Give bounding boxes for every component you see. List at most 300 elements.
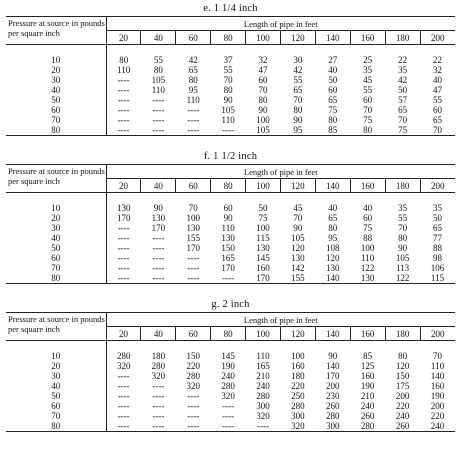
pressure-header: Pressure at source in pounds per square inch — [6, 313, 106, 341]
flow-value: 145 — [221, 351, 235, 361]
length-column-header: 160 — [350, 327, 385, 341]
flow-value: 32 — [258, 55, 268, 65]
flow-value: 100 — [360, 243, 375, 253]
flow-value: ---- — [117, 381, 130, 391]
length-column-header: 160 — [350, 179, 385, 193]
table-row — [6, 203, 455, 213]
flow-value: 220 — [186, 361, 200, 371]
length-column-header: 180 — [385, 327, 420, 341]
flow-value: 70 — [433, 125, 442, 135]
table-row — [6, 105, 455, 115]
flow-value: 180 — [291, 371, 305, 381]
flow-value: 280 — [256, 391, 270, 401]
length-column-header: 80 — [211, 179, 246, 193]
flow-value: ---- — [117, 273, 130, 283]
flow-value: 70 — [433, 351, 442, 361]
flow-value: 95 — [328, 233, 338, 243]
flow-value: 240 — [221, 371, 235, 381]
flow-value: ---- — [222, 125, 235, 135]
flow-value: 200 — [395, 391, 410, 401]
flow-value: 250 — [291, 391, 305, 401]
flow-value: 115 — [430, 273, 445, 283]
pressure-value: 10 — [6, 55, 106, 65]
flow-value: ---- — [152, 105, 165, 115]
flow-value: ---- — [187, 115, 200, 125]
flow-value: 65 — [398, 105, 408, 115]
flow-value: 200 — [430, 401, 445, 411]
flow-value: 280 — [221, 381, 235, 391]
flow-value: 200 — [326, 381, 340, 391]
flow-value: 90 — [293, 223, 303, 233]
flow-value: 40 — [328, 203, 338, 213]
flow-value: 320 — [186, 381, 200, 391]
flow-value: ---- — [152, 411, 165, 421]
pressure-value: 50 — [6, 243, 106, 253]
flow-value: 70 — [258, 85, 268, 95]
length-column-header: 80 — [211, 31, 246, 45]
flow-value: 55 — [293, 75, 303, 85]
flow-value: 37 — [223, 55, 233, 65]
length-column-header: 40 — [141, 31, 176, 45]
flow-value: 55 — [398, 213, 408, 223]
flow-value: 110 — [221, 223, 235, 233]
flow-value: 230 — [326, 391, 340, 401]
flow-value: ---- — [152, 115, 165, 125]
flow-value: 75 — [258, 213, 268, 223]
flow-value: 60 — [223, 203, 233, 213]
table-row — [6, 263, 455, 273]
flow-value: 55 — [433, 95, 442, 105]
flow-value: ---- — [222, 273, 235, 283]
length-column-header: 60 — [176, 31, 211, 45]
flow-value: 220 — [430, 411, 445, 421]
flow-value: 220 — [395, 401, 410, 411]
length-column-header: 140 — [315, 31, 350, 45]
flow-value: 145 — [256, 253, 270, 263]
flow-value: 130 — [256, 243, 270, 253]
flow-value: 160 — [360, 371, 375, 381]
length-column-header: 100 — [246, 31, 281, 45]
flow-value: ---- — [187, 125, 200, 135]
flow-value: 80 — [258, 95, 268, 105]
table-row — [6, 55, 455, 65]
table-row — [6, 233, 455, 243]
length-column-header: 40 — [141, 327, 176, 341]
table-row — [6, 351, 455, 361]
flow-value: 70 — [293, 213, 303, 223]
pressure-value: 30 — [6, 75, 106, 85]
flow-value: 300 — [291, 411, 305, 421]
flow-value: 70 — [398, 223, 408, 233]
flow-value: 320 — [221, 391, 235, 401]
flow-value: ---- — [117, 371, 130, 381]
flow-value: 130 — [360, 273, 375, 283]
table-row — [6, 411, 455, 421]
flow-value: 57 — [398, 95, 408, 105]
flow-value: ---- — [187, 401, 200, 411]
flow-value: 90 — [223, 213, 233, 223]
flow-value: ---- — [117, 233, 130, 243]
flow-value: 280 — [116, 351, 131, 361]
flow-value: 85 — [328, 125, 338, 135]
flow-value: 320 — [151, 371, 166, 381]
flow-value: 47 — [433, 85, 442, 95]
flow-value: 95 — [293, 125, 303, 135]
flow-value: ---- — [117, 75, 130, 85]
flow-value: 50 — [398, 85, 408, 95]
flow-value: 40 — [363, 203, 373, 213]
flow-value: 120 — [395, 361, 410, 371]
pressure-value: 80 — [6, 125, 106, 136]
flow-value: 160 — [291, 361, 305, 371]
flow-value: 50 — [328, 75, 338, 85]
flow-value: 280 — [151, 361, 166, 371]
flow-value: 106 — [430, 263, 445, 273]
flow-value: 210 — [256, 371, 270, 381]
flow-value: 60 — [258, 75, 268, 85]
flow-value: 98 — [433, 253, 442, 263]
flow-value: ---- — [117, 105, 130, 115]
flow-value: 55 — [223, 65, 233, 75]
flow-value: 300 — [326, 421, 340, 431]
flow-value: ---- — [117, 243, 130, 253]
flow-value: 65 — [328, 95, 338, 105]
flow-value: 170 — [326, 371, 340, 381]
flow-value: 90 — [258, 105, 268, 115]
flow-value: 35 — [433, 203, 442, 213]
flow-value: 55 — [153, 55, 163, 65]
flow-value: ---- — [117, 115, 130, 125]
flow-value: 65 — [188, 65, 198, 75]
table-row — [6, 125, 455, 136]
flow-value: 100 — [291, 351, 305, 361]
flow-value: ---- — [187, 273, 200, 283]
pressure-value: 40 — [6, 381, 106, 391]
flow-value: 80 — [398, 233, 408, 243]
flow-value: ---- — [187, 391, 200, 401]
pressure-header: Pressure at source in pounds per square inch — [6, 165, 106, 193]
pressure-value: 50 — [6, 391, 106, 401]
pressure-value: 10 — [6, 351, 106, 361]
flow-value: ---- — [117, 125, 130, 135]
table-row — [6, 381, 455, 391]
flow-value: 240 — [256, 381, 270, 391]
flow-value: 90 — [223, 95, 233, 105]
pressure-value: 60 — [6, 105, 106, 115]
length-column-header: 200 — [420, 31, 455, 45]
flow-value: 45 — [293, 203, 303, 213]
flow-value: ---- — [117, 85, 130, 95]
pressure-value: 60 — [6, 253, 106, 263]
flow-value: ---- — [152, 233, 165, 243]
flow-value: ---- — [152, 263, 165, 273]
flow-value: 110 — [221, 115, 235, 125]
length-header: Length of pipe in feet — [106, 17, 455, 31]
pressure-value: 80 — [6, 421, 106, 432]
flow-value: 190 — [360, 381, 375, 391]
flow-value: 42 — [398, 75, 408, 85]
flow-value: 260 — [326, 401, 340, 411]
table-row — [6, 273, 455, 284]
flow-value: 320 — [291, 421, 305, 431]
flow-value: ---- — [152, 243, 165, 253]
pressure-value: 70 — [6, 263, 106, 273]
flow-value: ---- — [187, 411, 200, 421]
flow-value: 170 — [151, 223, 166, 233]
length-column-header: 200 — [420, 327, 455, 341]
flow-value: 40 — [328, 65, 338, 75]
flow-value: 22 — [398, 55, 408, 65]
flow-value: 88 — [363, 233, 373, 243]
table-row — [6, 361, 455, 371]
flow-value: ---- — [152, 253, 165, 263]
flow-value: 130 — [116, 203, 131, 213]
length-column-header: 140 — [315, 327, 350, 341]
flow-value: 50 — [433, 213, 442, 223]
flow-value: 160 — [430, 381, 445, 391]
flow-value: 80 — [398, 351, 408, 361]
flow-value: 47 — [258, 65, 268, 75]
flow-value: 108 — [326, 243, 340, 253]
flow-value: 280 — [360, 421, 375, 431]
flow-value: 125 — [360, 361, 375, 371]
pressure-value: 80 — [6, 273, 106, 284]
pressure-value: 10 — [6, 203, 106, 213]
flow-value: 122 — [360, 263, 375, 273]
table-row — [6, 391, 455, 401]
flow-value: 170 — [186, 243, 200, 253]
flow-value: 142 — [291, 263, 305, 273]
table-row — [6, 85, 455, 95]
flow-value: ---- — [187, 253, 200, 263]
length-column-header: 140 — [315, 179, 350, 193]
flow-value: ---- — [187, 421, 200, 431]
table-row — [6, 401, 455, 411]
pressure-value: 70 — [6, 115, 106, 125]
flow-value: 80 — [328, 223, 338, 233]
flow-value: 70 — [188, 203, 198, 213]
length-column-header: 60 — [176, 179, 211, 193]
length-column-header: 120 — [280, 31, 315, 45]
flow-value: 210 — [360, 391, 375, 401]
flow-value: 30 — [293, 55, 303, 65]
flow-value: ---- — [222, 401, 235, 411]
flow-value: 220 — [291, 381, 305, 391]
flow-value: 155 — [291, 273, 305, 283]
flow-value: ---- — [152, 391, 165, 401]
flow-value: 65 — [433, 223, 442, 233]
flow-value: 190 — [221, 361, 235, 371]
flow-value: 113 — [395, 263, 410, 273]
flow-value: 70 — [223, 75, 233, 85]
flow-value: 80 — [328, 115, 338, 125]
length-column-header: 20 — [106, 327, 141, 341]
flow-value: 60 — [433, 105, 442, 115]
flow-value: 60 — [363, 95, 373, 105]
pressure-value: 60 — [6, 401, 106, 411]
pressure-value: 20 — [6, 361, 106, 371]
flow-value: ---- — [117, 411, 130, 421]
length-column-header: 20 — [106, 179, 141, 193]
section-title: f. 1 1/2 inch — [203, 151, 258, 162]
flow-value: 90 — [328, 351, 338, 361]
flow-value: 280 — [186, 371, 200, 381]
flow-value: 150 — [221, 243, 235, 253]
flow-value: 65 — [433, 115, 442, 125]
pressure-value: 20 — [6, 213, 106, 223]
flow-value: 110 — [151, 85, 165, 95]
flow-table — [6, 16, 455, 136]
length-column-header: 180 — [385, 179, 420, 193]
flow-value: 170 — [256, 273, 270, 283]
length-column-header: 100 — [246, 179, 281, 193]
length-header: Length of pipe in feet — [106, 313, 455, 327]
section-title: e. 1 1/4 inch — [203, 3, 258, 14]
flow-value: 300 — [256, 401, 270, 411]
flow-value: 70 — [363, 105, 373, 115]
pressure-value: 30 — [6, 223, 106, 233]
flow-value: ---- — [152, 421, 165, 431]
length-column-header: 80 — [211, 327, 246, 341]
flow-value: 120 — [326, 253, 340, 263]
flow-value: 105 — [395, 253, 410, 263]
pressure-value: 40 — [6, 233, 106, 243]
flow-value: 50 — [258, 203, 268, 213]
flow-value: 140 — [326, 273, 340, 283]
length-column-header: 180 — [385, 31, 420, 45]
flow-value: 65 — [328, 213, 338, 223]
flow-value: 42 — [293, 65, 303, 75]
flow-value: 27 — [328, 55, 338, 65]
flow-value: 130 — [186, 223, 200, 233]
flow-value: ---- — [152, 95, 165, 105]
flow-value: 240 — [395, 411, 410, 421]
flow-value: 165 — [221, 253, 235, 263]
flow-value: ---- — [117, 263, 130, 273]
table-row — [6, 223, 455, 233]
flow-value: 105 — [151, 75, 166, 85]
flow-value: ---- — [187, 263, 200, 273]
table-row — [6, 213, 455, 223]
table-row — [6, 115, 455, 125]
flow-value: 260 — [395, 421, 410, 431]
flow-value: 95 — [188, 85, 198, 95]
flow-table — [6, 164, 455, 284]
flow-value: ---- — [257, 421, 269, 431]
flow-value: 130 — [291, 253, 305, 263]
flow-value: ---- — [152, 401, 165, 411]
flow-value: 130 — [151, 213, 166, 223]
flow-value: 70 — [398, 115, 408, 125]
flow-value: 100 — [256, 223, 270, 233]
flow-value: 110 — [430, 361, 445, 371]
length-column-header: 20 — [106, 31, 141, 45]
flow-value: ---- — [152, 273, 165, 283]
flow-value: 35 — [398, 65, 408, 75]
flow-value: 100 — [256, 115, 270, 125]
flow-value: 105 — [256, 125, 270, 135]
flow-value: 105 — [291, 233, 305, 243]
flow-value: ---- — [117, 223, 130, 233]
length-column-header: 120 — [280, 327, 315, 341]
flow-value: 140 — [430, 371, 445, 381]
pressure-value: 20 — [6, 65, 106, 75]
flow-value: 80 — [223, 85, 233, 95]
flow-value: 80 — [153, 65, 163, 75]
flow-value: 260 — [360, 411, 375, 421]
flow-value: 175 — [395, 381, 410, 391]
flow-value: 85 — [363, 351, 373, 361]
flow-value: 32 — [433, 65, 442, 75]
flow-value: 75 — [363, 223, 373, 233]
pressure-value: 50 — [6, 95, 106, 105]
flow-value: 110 — [256, 351, 270, 361]
flow-value: ---- — [152, 125, 165, 135]
length-column-header: 100 — [246, 327, 281, 341]
flow-value: ---- — [117, 253, 130, 263]
flow-value: 240 — [430, 421, 445, 431]
flow-value: 70 — [293, 95, 303, 105]
flow-value: 130 — [326, 263, 340, 273]
flow-value: 240 — [360, 401, 375, 411]
flow-value: 80 — [188, 75, 198, 85]
flow-value: 110 — [117, 65, 131, 75]
flow-value: 25 — [363, 55, 373, 65]
flow-value: 170 — [221, 263, 235, 273]
flow-value: 120 — [291, 243, 305, 253]
flow-value: ---- — [117, 421, 130, 431]
pressure-value: 30 — [6, 371, 106, 381]
flow-value: 150 — [186, 351, 200, 361]
flow-value: 45 — [363, 75, 373, 85]
flow-value: 80 — [363, 125, 373, 135]
flow-value: 110 — [361, 253, 375, 263]
table-row — [6, 65, 455, 75]
table-row — [6, 95, 455, 105]
flow-value: 320 — [256, 411, 270, 421]
flow-value: 42 — [188, 55, 198, 65]
flow-value: 100 — [186, 213, 200, 223]
flow-value: 170 — [116, 213, 131, 223]
flow-value: ---- — [222, 411, 235, 421]
length-column-header: 40 — [141, 179, 176, 193]
flow-value: ---- — [117, 391, 130, 401]
flow-value: 60 — [328, 85, 338, 95]
length-header: Length of pipe in feet — [106, 165, 455, 179]
pressure-header: Pressure at source in pounds per square inch — [6, 17, 106, 45]
flow-value: 75 — [328, 105, 338, 115]
flow-value: 75 — [363, 115, 373, 125]
flow-value: 105 — [221, 105, 235, 115]
flow-value: 88 — [433, 243, 442, 253]
length-column-header: 60 — [176, 327, 211, 341]
flow-value: 35 — [398, 203, 408, 213]
table-row — [6, 75, 455, 85]
flow-value: ---- — [222, 421, 235, 431]
table-row — [6, 243, 455, 253]
flow-value: 77 — [433, 233, 442, 243]
pressure-value: 70 — [6, 411, 106, 421]
flow-value: 165 — [256, 361, 270, 371]
flow-value: 40 — [433, 75, 442, 85]
flow-value: 160 — [256, 263, 270, 273]
flow-value: 22 — [433, 55, 442, 65]
flow-value: 122 — [395, 273, 410, 283]
flow-value: 65 — [293, 85, 303, 95]
flow-value: ---- — [152, 381, 165, 391]
flow-value: 155 — [186, 233, 200, 243]
flow-value: 280 — [291, 401, 305, 411]
